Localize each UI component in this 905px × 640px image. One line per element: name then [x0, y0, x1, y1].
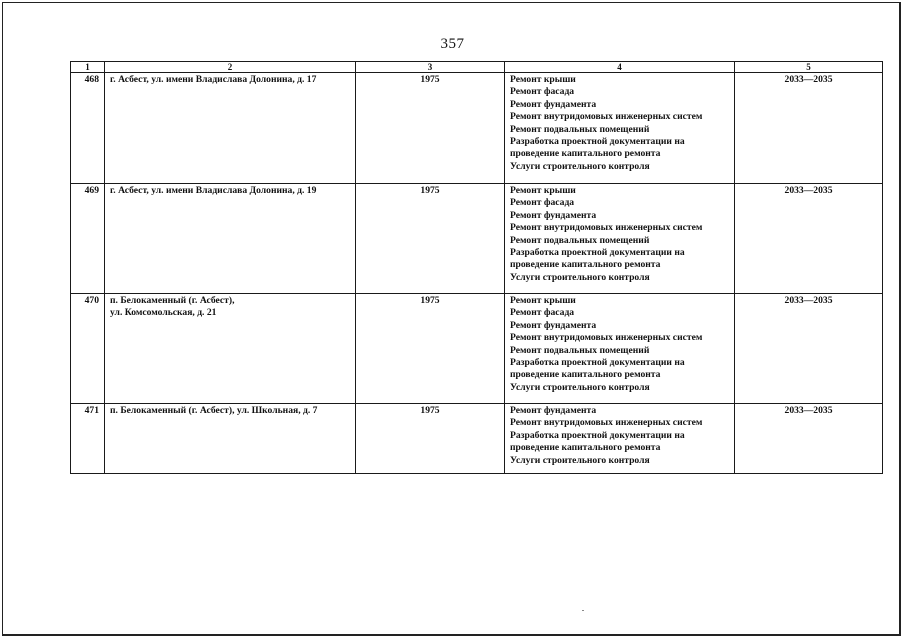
work-item: проведение капитального ремонта [510, 148, 661, 160]
repair-schedule-table [70, 61, 883, 474]
work-item: Ремонт фасада [510, 86, 575, 98]
address-line: п. Белокаменный (г. Асбест), ул. Школьная, д. 7 [110, 405, 318, 416]
work-item: Ремонт внутридомовых инженерных систем [510, 332, 703, 344]
address-line: г. Асбест, ул. имени Владислава Долонина, д. 17 [110, 74, 317, 85]
work-item: Ремонт фундамента [510, 405, 597, 416]
table-row [71, 184, 883, 294]
work-item: Ремонт подвальных помещений [510, 234, 650, 246]
row-number: 468 [71, 73, 105, 184]
row-address [105, 294, 356, 404]
work-item: Услуги строительного контроля [510, 271, 650, 283]
header-row [71, 62, 883, 73]
row-year: 1975 [356, 73, 505, 184]
row-number: 470 [71, 294, 105, 404]
address-line: ул. Комсомольская, д. 21 [110, 307, 217, 319]
row-address [105, 73, 356, 184]
work-item: Услуги строительного контроля [510, 160, 650, 172]
work-item: Ремонт фасада [510, 197, 575, 209]
table-row [71, 294, 883, 404]
row-period: 2033—2035 [735, 294, 883, 404]
work-item: Ремонт внутридомовых инженерных систем [510, 111, 703, 123]
work-item: Ремонт фасада [510, 307, 575, 319]
row-year: 1975 [356, 184, 505, 294]
row-works [505, 404, 735, 474]
address-line: п. Белокаменный (г. Асбест), [110, 295, 235, 306]
address-line: г. Асбест, ул. имени Владислава Долонина, д. 19 [110, 185, 317, 196]
header-col-4: 4 [505, 62, 735, 73]
work-item: Ремонт крыши [510, 295, 576, 306]
header-col-2: 2 [105, 62, 356, 73]
header-col-5: 5 [735, 62, 883, 73]
row-address [105, 404, 356, 474]
work-item: Ремонт крыши [510, 74, 576, 85]
work-item: Ремонт подвальных помещений [510, 123, 650, 135]
work-item: проведение капитального ремонта [510, 369, 661, 381]
work-item: Ремонт фундамента [510, 209, 597, 221]
work-item: проведение капитального ремонта [510, 442, 661, 454]
table-row [71, 404, 883, 474]
row-number: 469 [71, 184, 105, 294]
row-period: 2033—2035 [735, 404, 883, 474]
row-works [505, 73, 735, 184]
table-body [71, 73, 883, 474]
table-row [71, 73, 883, 184]
scan-speck [582, 610, 584, 611]
work-item: Ремонт фундамента [510, 98, 597, 110]
work-item: Разработка проектной документации на [510, 357, 685, 369]
work-item: Услуги строительного контроля [510, 454, 650, 466]
work-item: Услуги строительного контроля [510, 381, 650, 393]
row-period: 2033—2035 [735, 73, 883, 184]
work-item: Разработка проектной документации на [510, 429, 685, 441]
work-item: Ремонт подвальных помещений [510, 344, 650, 356]
work-item: Ремонт фундамента [510, 319, 597, 331]
work-item: Ремонт внутридомовых инженерных систем [510, 417, 703, 429]
row-year: 1975 [356, 294, 505, 404]
work-item: Ремонт внутридомовых инженерных систем [510, 222, 703, 234]
page-number: 357 [440, 36, 465, 52]
row-works [505, 294, 735, 404]
row-works [505, 184, 735, 294]
row-number: 471 [71, 404, 105, 474]
header-col-1: 1 [71, 62, 105, 73]
row-year: 1975 [356, 404, 505, 474]
row-period: 2033—2035 [735, 184, 883, 294]
work-item: Разработка проектной документации на [510, 136, 685, 148]
row-address [105, 184, 356, 294]
work-item: проведение капитального ремонта [510, 259, 661, 271]
header-col-3: 3 [356, 62, 505, 73]
work-item: Разработка проектной документации на [510, 247, 685, 259]
work-item: Ремонт крыши [510, 185, 576, 196]
